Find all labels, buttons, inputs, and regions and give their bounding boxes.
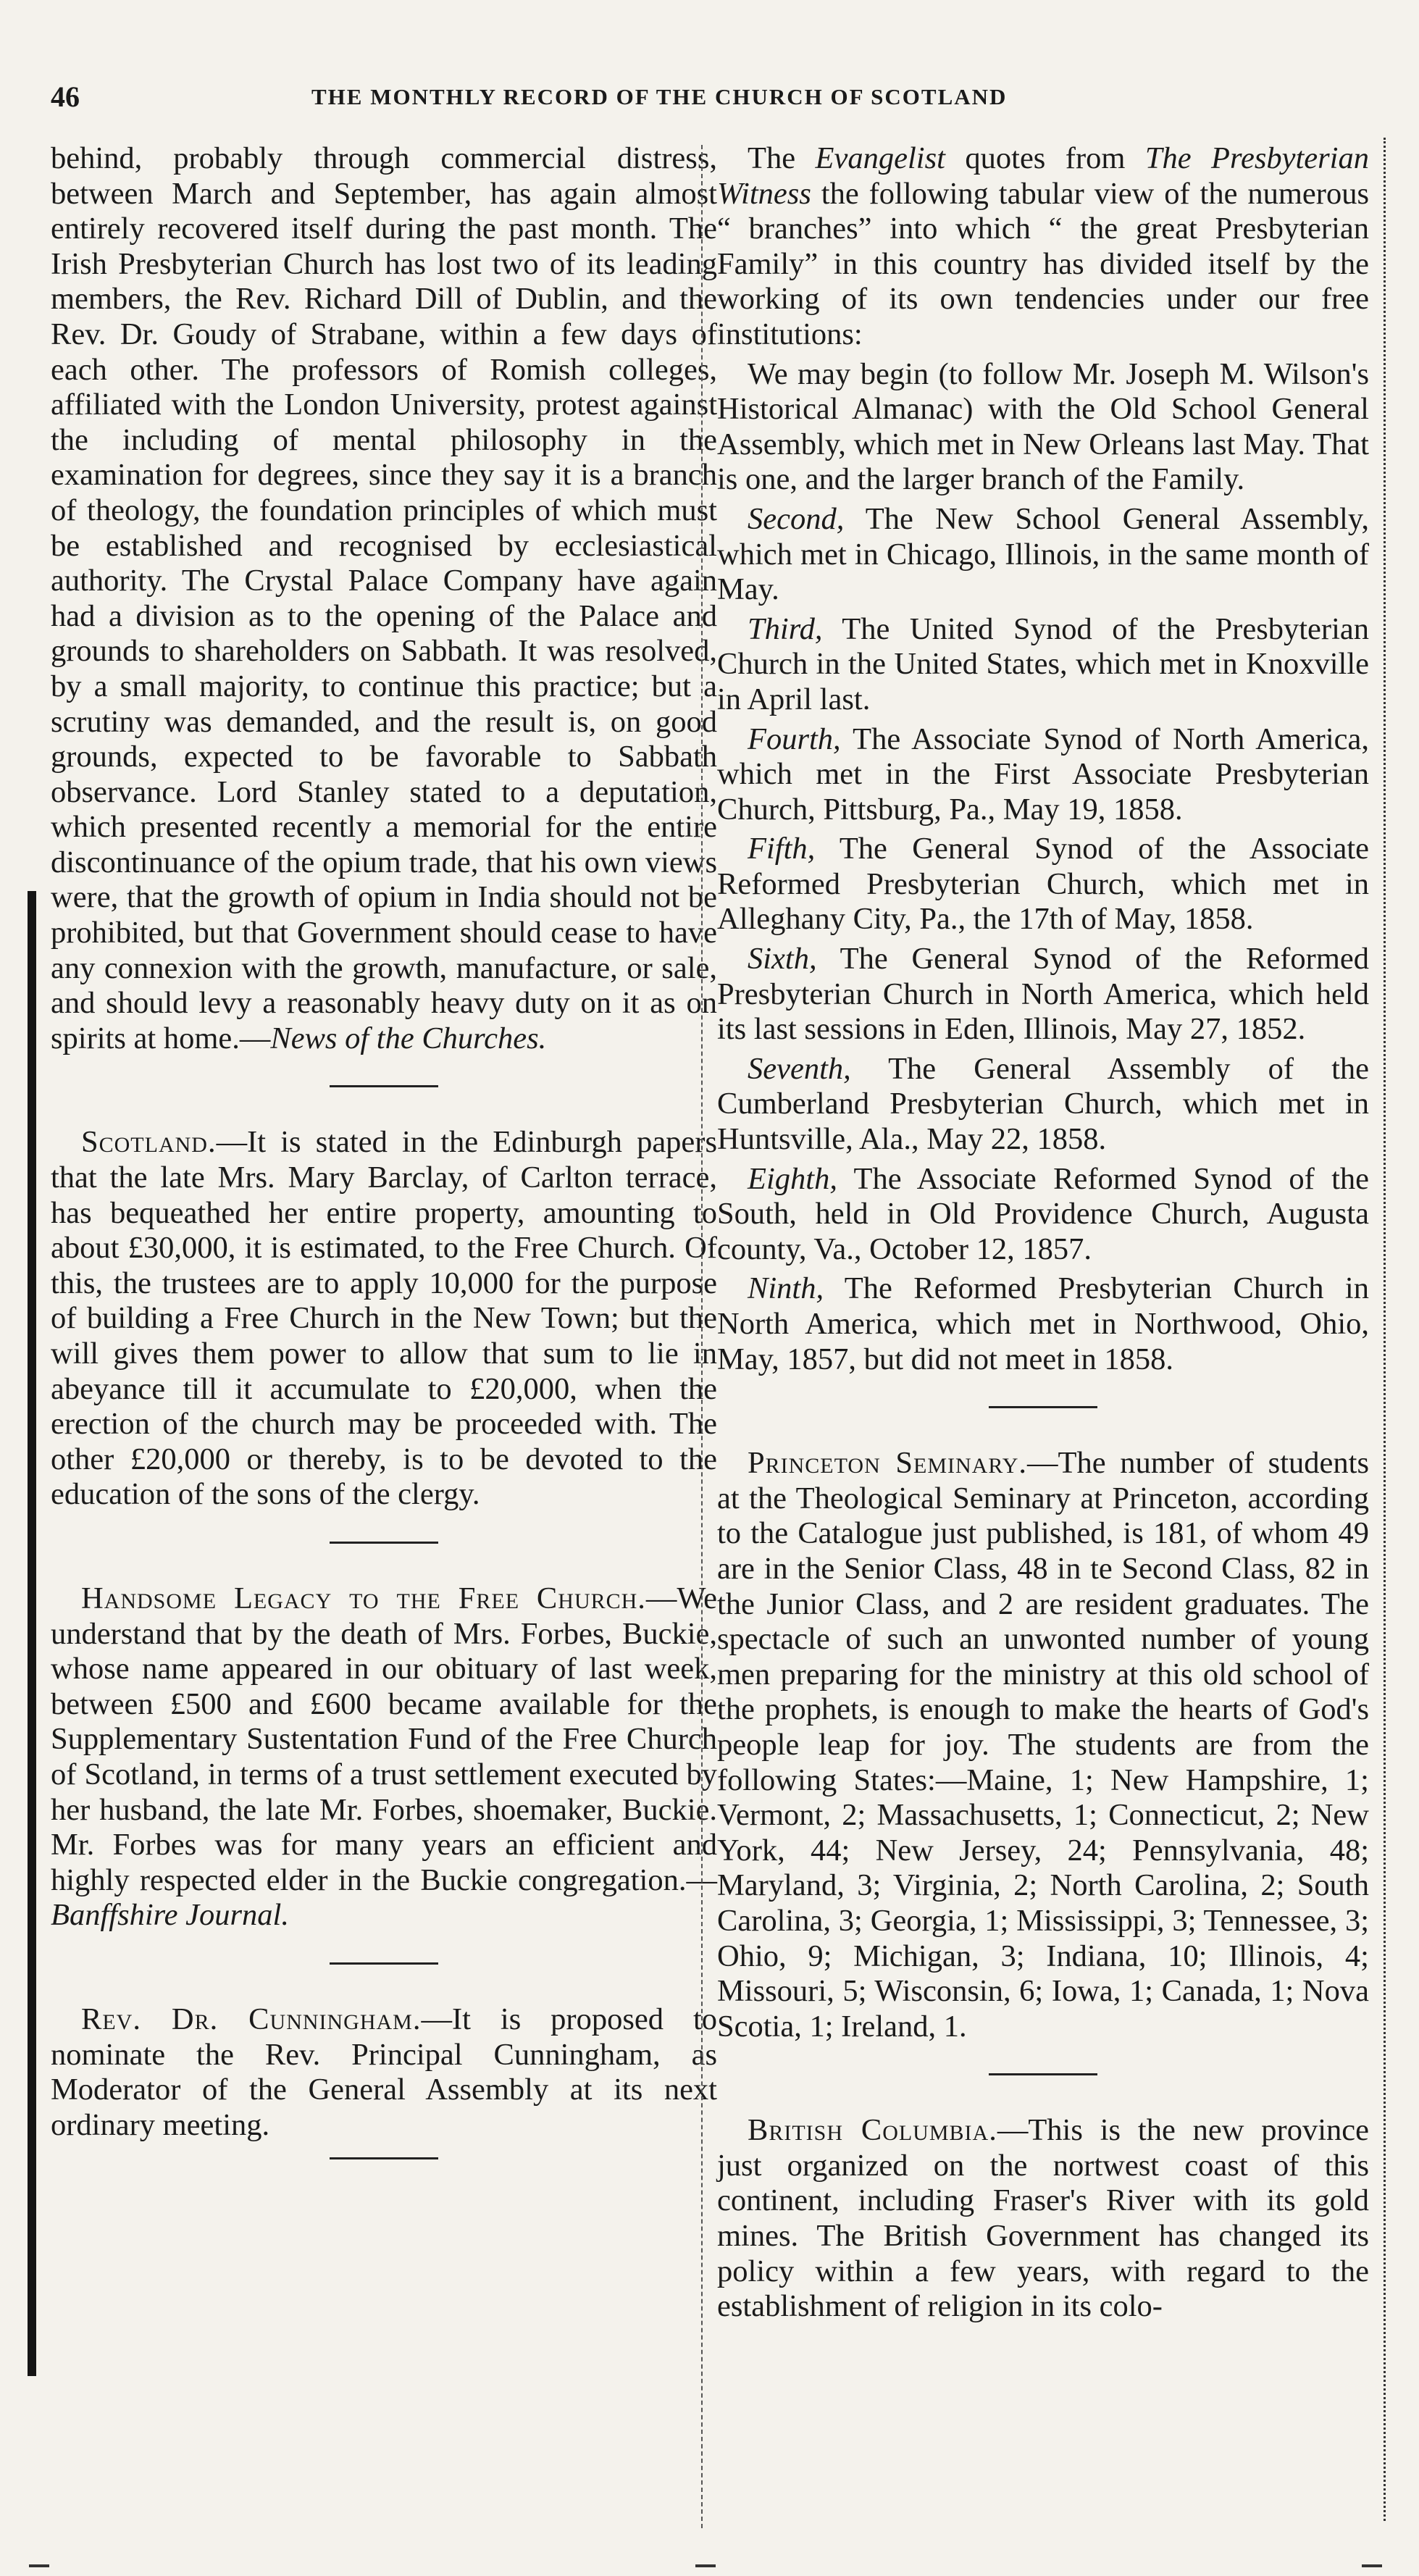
columbia-heading: British Columbia.: [748, 2113, 997, 2148]
columbia-text: —This is the new province just organized on the nortwest coast of this continent, including Fraser's River with its gold mines. The British Government has changed its policy within a few years, with regard to the establishment of religion in its colo-: [717, 2113, 1369, 2324]
branch-text: The General Synod of the Associate Reformed Presbyterian Church, which met in Alleghany City, Pa., the 17th of May, 1858.: [717, 832, 1369, 937]
witness-title: The Presbyterian Witness: [717, 141, 1369, 211]
cunningham-text: —It is proposed to nominate the Rev. Principal Cunningham, as Moderator of the General Assembly at its next ordinary meeting.: [51, 2002, 717, 2142]
evangelist-title: Evangelist: [815, 141, 945, 175]
branch-item: [717, 1052, 1369, 1158]
section-divider: [330, 1962, 438, 1965]
page-header: [51, 80, 1376, 123]
section-divider: [330, 1542, 438, 1544]
intro-text-c: the following tabular view of the numerous “ branches” into which “ the great Presbyterian Family” in this country has divided itself by the working of its own tendencies under our free institutions:: [717, 176, 1369, 351]
branch-text: The General Assembly of the Cumberland Presbyterian Church, which met in Huntsville, Ala., May 22, 1858.: [717, 1051, 1369, 1157]
branch-text: The Reformed Presbyterian Church in North America, which met in Northwood, Ohio, May, 1857, but did not meet in 1858.: [717, 1271, 1369, 1376]
branch-ordinal: Second,: [748, 501, 845, 536]
news-text: behind, probably through commercial distress, between March and September, has again almost entirely recovered itself during the past month. The Irish Presbyterian Church has lost two of its leading members, the Rev. Richard Dill of Dublin, and the Rev. Dr. Goudy of Strabane, within a few days of each other. The professors of Romish colleges, affiliated with the London University, protest against the including of mental philosophy in the examination for degrees, since they say it is a branch of theology, the foundation principles of which must be established and recognised by ecclesiastical authority. The Crystal Palace Company have again had a division as to the opening of the Palace and grounds to shareholders on Sabbath. It was resolved, by a small majority, to continue this practice; but a scrutiny was demanded, and the result is, on good grounds, expected to be favorable to Sabbath observance. Lord Stanley stated to a deputation, which presented recently a memorial for the entire discontinuance of the opium trade, that his own views were, that the growth of opium in India should not be prohibited, but that Government should cease to have any connexion with the growth, manufacture, or sale, and should levy a reasonably heavy duty on it as on spirits at home.—: [51, 141, 717, 1055]
section-divider: [989, 2073, 1097, 2075]
legacy-text: —We understand that by the death of Mrs. Forbes, Buckie, whose name appeared in our obituary of last week, between £500 and £600 became available for the Supplementary Sustentation Fund of the Free Church of Scotland, in terms of a trust settlement executed by her husband, the late Mr. Forbes, shoemaker, Buckie. Mr. Forbes was for many years an efficient and highly respected elder in the Buckie congregation.—: [51, 1581, 717, 1897]
branch-first: [717, 357, 1369, 498]
scotland-heading: Scotland.: [81, 1125, 217, 1160]
legacy-source: Banffshire Journal.: [51, 1898, 289, 1933]
columbia-paragraph: [717, 2113, 1369, 2325]
edge-mark: [29, 2564, 49, 2567]
intro-text-b: quotes from: [945, 141, 1145, 175]
branch-ordinal: Sixth,: [748, 942, 817, 977]
branch-text: The Associate Reformed Synod of the South, held in Old Providence Church, Augusta county, Va., October 12, 1857.: [717, 1161, 1369, 1266]
section-divider: [330, 2157, 438, 2159]
edge-mark: [1362, 2564, 1382, 2567]
branch-ordinal: Fourth,: [748, 722, 841, 756]
branch-ordinal: Third,: [748, 611, 823, 646]
branch-ordinal: Fifth,: [748, 832, 816, 866]
bottom-edge-marks: [0, 2564, 1419, 2569]
presbyterian-intro: [717, 141, 1369, 353]
edge-mark: [695, 2564, 716, 2567]
right-column: [717, 141, 1369, 2329]
binding-edge-shadow: [28, 891, 36, 2376]
branch-text: The United Synod of the Presbyterian Church in the United States, which met in Knoxville in April last.: [717, 611, 1369, 716]
branch-item: [717, 612, 1369, 718]
scotland-paragraph: [51, 1125, 717, 1513]
branch-item: [717, 1271, 1369, 1377]
left-column: [51, 141, 717, 2197]
branch-text: The Associate Synod of North America, which met in the First Associate Presbyterian Church, Pittsburg, Pa., May 19, 1858.: [717, 722, 1369, 827]
running-title: THE MONTHLY RECORD OF THE CHURCH OF SCOTLAND: [311, 84, 1008, 109]
scotland-text: —It is stated in the Edinburgh papers that the late Mrs. Mary Barclay, of Carlton terrace, has bequeathed her entire property, amounting to about £30,000, it is estimated, to the Free Church. Of this, the trustees are to apply 10,000 for the purpose of building a Free Church in the New Town; but the will gives them power to allow that sum to lie in abeyance till it accumulate to £20,000, when the erection of the church may be proceeded with. The other £20,000 or thereby, is to be devoted to the education of the sons of the clergy.: [51, 1125, 717, 1512]
cunningham-heading: Rev. Dr. Cunningham.: [81, 2002, 422, 2036]
princeton-heading: Princeton Seminary.: [748, 1446, 1027, 1481]
section-divider: [330, 1085, 438, 1087]
branch-text: The New School General Assembly, which met in Chicago, Illinois, in the same month of May.: [717, 501, 1369, 607]
branch-ordinal: Eighth,: [748, 1161, 837, 1196]
branch-item: [717, 502, 1369, 608]
princeton-paragraph: [717, 1446, 1369, 2044]
branch-ordinal: Seventh,: [748, 1051, 851, 1086]
legacy-paragraph: [51, 1581, 717, 1933]
branch-item: [717, 722, 1369, 828]
page-edge-right: [1384, 138, 1393, 2521]
branch-first-text: We may begin (to follow Mr. Joseph M. Wilson's Historical Almanac) with the Old School General Assembly, which met in New Orleans last May. That is one, and the larger branch of the Family.: [717, 356, 1369, 497]
branch-text: The General Synod of the Reformed Presbyterian Church in North America, which held its last sessions in Eden, Illinois, May 27, 1852.: [717, 942, 1369, 1047]
news-paragraph: [51, 141, 717, 1056]
princeton-text: —The number of students at the Theological Seminary at Princeton, according to the Catalogue just published, is 181, of whom 49 are in the Senior Class, 48 in te Second Class, 82 in the Junior Class, and 2 are resident graduates. The spectacle of such an unwonted number of young men preparing for the ministry at this old school of the prophets, is enough to make the hearts of God's people leap for joy. The students are from the following States:—Maine, 1; New Hampshire, 1; Vermont, 2; Massachusetts, 1; Connecticut, 2; New York, 44; New Jersey, 24; Pennsylvania, 48; Maryland, 3; Virginia, 2; North Carolina, 2; South Carolina, 3; Georgia, 1; Mississippi, 3; Tennessee, 3; Ohio, 9; Michigan, 3; Indiana, 10; Illinois, 4; Missouri, 5; Wisconsin, 6; Iowa, 1; Canada, 1; Nova Scotia, 1; Ireland, 1.: [717, 1446, 1369, 2044]
branch-item: [717, 1162, 1369, 1268]
section-divider: [989, 1406, 1097, 1408]
branch-ordinal: Ninth,: [748, 1271, 824, 1306]
legacy-heading: Handsome Legacy to the Free Church.: [81, 1581, 646, 1615]
cunningham-paragraph: [51, 2002, 717, 2143]
news-source: News of the Churches.: [270, 1021, 547, 1055]
branch-item: [717, 832, 1369, 937]
intro-text-a: The: [748, 141, 816, 175]
page-number: 46: [51, 80, 80, 113]
column-rule: [701, 145, 703, 2528]
branch-item: [717, 942, 1369, 1047]
